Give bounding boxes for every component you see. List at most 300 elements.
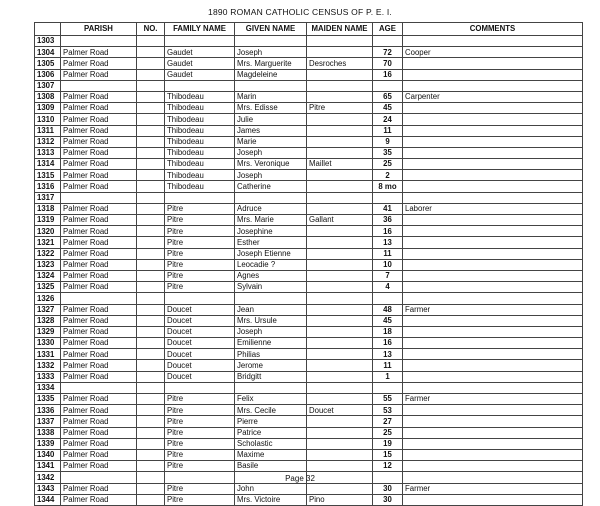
parish-cell: Palmer Road bbox=[61, 427, 137, 438]
given-name-cell: Jean bbox=[235, 304, 307, 315]
comments-cell bbox=[403, 494, 583, 505]
maiden-name-cell bbox=[307, 293, 373, 304]
given-name-cell: Bridgitt bbox=[235, 371, 307, 382]
age-cell: 2 bbox=[373, 170, 403, 181]
given-name-cell: Mrs. Ursule bbox=[235, 315, 307, 326]
no-cell bbox=[137, 304, 165, 315]
comments-cell bbox=[403, 80, 583, 91]
given-name-cell: Emilienne bbox=[235, 338, 307, 349]
family-name-cell: Pitre bbox=[165, 270, 235, 281]
family-name-cell bbox=[165, 293, 235, 304]
parish-cell: Palmer Road bbox=[61, 69, 137, 80]
table-row bbox=[35, 136, 583, 147]
given-name-cell: Joseph bbox=[235, 47, 307, 58]
no-cell bbox=[137, 326, 165, 337]
no-cell bbox=[137, 159, 165, 170]
family-name-cell: Pitre bbox=[165, 427, 235, 438]
given-name-cell: Catherine bbox=[235, 181, 307, 192]
no-cell bbox=[137, 394, 165, 405]
family-name-cell bbox=[165, 36, 235, 47]
no-cell bbox=[137, 483, 165, 494]
given-name-cell: Pierre bbox=[235, 416, 307, 427]
maiden-name-cell bbox=[307, 136, 373, 147]
given-name-cell: Maxime bbox=[235, 449, 307, 460]
maiden-name-cell bbox=[307, 248, 373, 259]
no-cell bbox=[137, 203, 165, 214]
family-name-cell bbox=[165, 192, 235, 203]
maiden-name-cell bbox=[307, 427, 373, 438]
age-cell: 70 bbox=[373, 58, 403, 69]
record-number-cell: 1331 bbox=[35, 349, 61, 360]
comments-cell bbox=[403, 114, 583, 125]
comments-cell bbox=[403, 371, 583, 382]
comments-cell bbox=[403, 170, 583, 181]
age-cell: 4 bbox=[373, 282, 403, 293]
no-cell bbox=[137, 427, 165, 438]
record-number-cell: 1336 bbox=[35, 405, 61, 416]
age-cell: 25 bbox=[373, 427, 403, 438]
parish-cell bbox=[61, 382, 137, 393]
parish-cell: Palmer Road bbox=[61, 259, 137, 270]
parish-cell: Palmer Road bbox=[61, 136, 137, 147]
no-cell bbox=[137, 315, 165, 326]
census-table bbox=[34, 22, 583, 506]
record-number-cell: 1327 bbox=[35, 304, 61, 315]
maiden-name-cell bbox=[307, 125, 373, 136]
no-cell bbox=[137, 438, 165, 449]
comments-column-header: COMMENTS bbox=[403, 23, 583, 36]
comments-cell bbox=[403, 461, 583, 472]
parish-cell: Palmer Road bbox=[61, 438, 137, 449]
family-name-cell: Doucet bbox=[165, 360, 235, 371]
age-cell: 72 bbox=[373, 47, 403, 58]
parish-cell: Palmer Road bbox=[61, 248, 137, 259]
comments-cell bbox=[403, 159, 583, 170]
record-number-cell: 1318 bbox=[35, 203, 61, 214]
table-row bbox=[35, 394, 583, 405]
age-cell: 19 bbox=[373, 438, 403, 449]
record-number-cell: 1339 bbox=[35, 438, 61, 449]
given-name-column-header: GIVEN NAME bbox=[235, 23, 307, 36]
parish-cell: Palmer Road bbox=[61, 91, 137, 102]
record-number-cell: 1309 bbox=[35, 103, 61, 114]
family-name-cell: Thibodeau bbox=[165, 159, 235, 170]
record-number-cell: 1333 bbox=[35, 371, 61, 382]
age-cell: 8 mo bbox=[373, 181, 403, 192]
parish-cell: Palmer Road bbox=[61, 326, 137, 337]
no-cell bbox=[137, 248, 165, 259]
maiden-name-cell: Maillet bbox=[307, 159, 373, 170]
comments-cell: Farmer bbox=[403, 483, 583, 494]
age-cell: 30 bbox=[373, 494, 403, 505]
age-cell: 53 bbox=[373, 405, 403, 416]
no-cell bbox=[137, 192, 165, 203]
family-name-cell: Pitre bbox=[165, 237, 235, 248]
no-cell bbox=[137, 58, 165, 69]
family-name-cell: Pitre bbox=[165, 483, 235, 494]
table-row bbox=[35, 91, 583, 102]
table-row bbox=[35, 203, 583, 214]
table-row bbox=[35, 293, 583, 304]
family-name-cell: Pitre bbox=[165, 449, 235, 460]
no-cell bbox=[137, 494, 165, 505]
no-cell bbox=[137, 215, 165, 226]
given-name-cell: Marie bbox=[235, 136, 307, 147]
record-number-cell: 1305 bbox=[35, 58, 61, 69]
comments-cell bbox=[403, 405, 583, 416]
no-cell bbox=[137, 36, 165, 47]
comments-cell bbox=[403, 449, 583, 460]
table-row bbox=[35, 427, 583, 438]
parish-cell: Palmer Road bbox=[61, 405, 137, 416]
family-name-cell: Pitre bbox=[165, 416, 235, 427]
record-number-cell: 1312 bbox=[35, 136, 61, 147]
table-row bbox=[35, 237, 583, 248]
parish-cell: Palmer Road bbox=[61, 461, 137, 472]
family-name-cell: Gaudet bbox=[165, 69, 235, 80]
age-cell: 35 bbox=[373, 147, 403, 158]
parish-cell: Palmer Road bbox=[61, 114, 137, 125]
record-number-cell: 1311 bbox=[35, 125, 61, 136]
age-cell: 25 bbox=[373, 159, 403, 170]
age-cell: 13 bbox=[373, 237, 403, 248]
maiden-name-cell bbox=[307, 80, 373, 91]
record-number-cell: 1304 bbox=[35, 47, 61, 58]
comments-cell: Laborer bbox=[403, 203, 583, 214]
no-cell bbox=[137, 416, 165, 427]
table-row bbox=[35, 405, 583, 416]
table-row bbox=[35, 226, 583, 237]
record-number-cell: 1303 bbox=[35, 36, 61, 47]
header-row bbox=[35, 23, 583, 36]
parish-cell: Palmer Road bbox=[61, 226, 137, 237]
no-cell bbox=[137, 91, 165, 102]
maiden-name-cell bbox=[307, 449, 373, 460]
parish-cell: Palmer Road bbox=[61, 494, 137, 505]
parish-cell: Palmer Road bbox=[61, 315, 137, 326]
given-name-cell: Mrs. Victoire bbox=[235, 494, 307, 505]
maiden-name-cell bbox=[307, 69, 373, 80]
age-cell bbox=[373, 382, 403, 393]
parish-cell: Palmer Road bbox=[61, 103, 137, 114]
table-row bbox=[35, 181, 583, 192]
maiden-name-cell bbox=[307, 382, 373, 393]
maiden-name-cell bbox=[307, 147, 373, 158]
maiden-name-cell bbox=[307, 326, 373, 337]
given-name-cell: Scholastic bbox=[235, 438, 307, 449]
maiden-name-cell: Desroches bbox=[307, 58, 373, 69]
record-number-cell: 1341 bbox=[35, 461, 61, 472]
comments-cell bbox=[403, 270, 583, 281]
record-number-cell: 1328 bbox=[35, 315, 61, 326]
comments-cell bbox=[403, 259, 583, 270]
age-cell: 65 bbox=[373, 91, 403, 102]
no-cell bbox=[137, 47, 165, 58]
maiden-name-cell bbox=[307, 371, 373, 382]
maiden-name-cell bbox=[307, 259, 373, 270]
record-number-cell: 1317 bbox=[35, 192, 61, 203]
maiden-name-cell: Gallant bbox=[307, 215, 373, 226]
record-number-cell: 1319 bbox=[35, 215, 61, 226]
record-number-cell: 1324 bbox=[35, 270, 61, 281]
record-number-cell: 1322 bbox=[35, 248, 61, 259]
given-name-cell: Joseph bbox=[235, 147, 307, 158]
age-cell: 16 bbox=[373, 226, 403, 237]
page-number: Page 32 bbox=[285, 474, 315, 483]
parish-cell: Palmer Road bbox=[61, 181, 137, 192]
family-name-cell: Thibodeau bbox=[165, 114, 235, 125]
table-row bbox=[35, 69, 583, 80]
no-cell bbox=[137, 103, 165, 114]
parish-cell: Palmer Road bbox=[61, 159, 137, 170]
age-cell: 18 bbox=[373, 326, 403, 337]
family-name-cell: Thibodeau bbox=[165, 147, 235, 158]
age-cell: 12 bbox=[373, 461, 403, 472]
no-cell bbox=[137, 360, 165, 371]
family-name-cell: Thibodeau bbox=[165, 103, 235, 114]
table-row bbox=[35, 80, 583, 91]
family-name-cell: Doucet bbox=[165, 304, 235, 315]
maiden-name-cell bbox=[307, 270, 373, 281]
comments-cell bbox=[403, 315, 583, 326]
parish-cell: Palmer Road bbox=[61, 47, 137, 58]
record-number-cell: 1313 bbox=[35, 147, 61, 158]
maiden-name-cell bbox=[307, 416, 373, 427]
given-name-cell: Mrs. Marguerite bbox=[235, 58, 307, 69]
table-row bbox=[35, 159, 583, 170]
comments-cell bbox=[403, 237, 583, 248]
maiden-name-cell bbox=[307, 438, 373, 449]
parish-cell: Palmer Road bbox=[61, 394, 137, 405]
family-name-cell bbox=[165, 382, 235, 393]
family-name-cell: Pitre bbox=[165, 259, 235, 270]
given-name-cell: Esther bbox=[235, 237, 307, 248]
maiden-name-cell bbox=[307, 170, 373, 181]
comments-cell bbox=[403, 248, 583, 259]
parish-cell bbox=[61, 80, 137, 91]
table-row bbox=[35, 170, 583, 181]
comments-cell bbox=[403, 125, 583, 136]
given-name-cell: Jerome bbox=[235, 360, 307, 371]
family-name-cell bbox=[165, 80, 235, 91]
parish-cell: Palmer Road bbox=[61, 360, 137, 371]
age-cell: 13 bbox=[373, 349, 403, 360]
maiden-name-cell: Pitre bbox=[307, 103, 373, 114]
maiden-name-cell bbox=[307, 282, 373, 293]
age-cell: 24 bbox=[373, 114, 403, 125]
age-cell: 9 bbox=[373, 136, 403, 147]
record-number-cell: 1325 bbox=[35, 282, 61, 293]
record-number-cell: 1342 bbox=[35, 472, 61, 483]
comments-cell bbox=[403, 192, 583, 203]
age-cell: 10 bbox=[373, 259, 403, 270]
record-number-cell: 1344 bbox=[35, 494, 61, 505]
age-cell: 1 bbox=[373, 371, 403, 382]
given-name-cell: Felix bbox=[235, 394, 307, 405]
comments-cell: Farmer bbox=[403, 304, 583, 315]
comments-cell bbox=[403, 58, 583, 69]
given-name-cell: James bbox=[235, 125, 307, 136]
age-cell: 30 bbox=[373, 483, 403, 494]
given-name-cell: Basile bbox=[235, 461, 307, 472]
table-row bbox=[35, 215, 583, 226]
table-row bbox=[35, 438, 583, 449]
parish-cell bbox=[61, 293, 137, 304]
comments-cell bbox=[403, 181, 583, 192]
age-column-header: AGE bbox=[373, 23, 403, 36]
family-name-cell: Thibodeau bbox=[165, 91, 235, 102]
family-name-cell: Pitre bbox=[165, 461, 235, 472]
age-cell: 55 bbox=[373, 394, 403, 405]
family-name-cell: Pitre bbox=[165, 494, 235, 505]
given-name-cell bbox=[235, 382, 307, 393]
maiden-name-cell bbox=[307, 394, 373, 405]
parish-cell: Palmer Road bbox=[61, 483, 137, 494]
record-number-cell: 1320 bbox=[35, 226, 61, 237]
no-cell bbox=[137, 237, 165, 248]
table-row bbox=[35, 36, 583, 47]
comments-cell bbox=[403, 282, 583, 293]
no-cell bbox=[137, 382, 165, 393]
family-name-cell: Gaudet bbox=[165, 47, 235, 58]
family-name-cell: Pitre bbox=[165, 394, 235, 405]
age-cell bbox=[373, 36, 403, 47]
given-name-cell: Mrs. Edisse bbox=[235, 103, 307, 114]
parish-cell: Palmer Road bbox=[61, 282, 137, 293]
parish-cell: Palmer Road bbox=[61, 203, 137, 214]
comments-cell bbox=[403, 416, 583, 427]
age-cell: 45 bbox=[373, 315, 403, 326]
parish-cell: Palmer Road bbox=[61, 215, 137, 226]
comments-cell bbox=[403, 136, 583, 147]
record-number-cell: 1326 bbox=[35, 293, 61, 304]
family-name-cell: Gaudet bbox=[165, 58, 235, 69]
parish-cell: Palmer Road bbox=[61, 125, 137, 136]
record-number-cell: 1315 bbox=[35, 170, 61, 181]
record-number-cell: 1334 bbox=[35, 382, 61, 393]
comments-cell bbox=[403, 360, 583, 371]
given-name-cell bbox=[235, 293, 307, 304]
age-cell: 11 bbox=[373, 125, 403, 136]
family-name-cell: Thibodeau bbox=[165, 170, 235, 181]
no-cell bbox=[137, 170, 165, 181]
age-cell bbox=[373, 80, 403, 91]
table-row bbox=[35, 248, 583, 259]
given-name-cell: Agnes bbox=[235, 270, 307, 281]
table-row bbox=[35, 125, 583, 136]
no-cell bbox=[137, 371, 165, 382]
table-row bbox=[35, 461, 583, 472]
record-number-cell: 1323 bbox=[35, 259, 61, 270]
parish-cell: Palmer Road bbox=[61, 58, 137, 69]
maiden-name-cell bbox=[307, 181, 373, 192]
parish-cell: Palmer Road bbox=[61, 449, 137, 460]
given-name-cell: Leocadie ? bbox=[235, 259, 307, 270]
family-name-cell: Doucet bbox=[165, 326, 235, 337]
table-row bbox=[35, 349, 583, 360]
given-name-cell bbox=[235, 192, 307, 203]
family-name-cell: Pitre bbox=[165, 226, 235, 237]
maiden-name-cell bbox=[307, 91, 373, 102]
parish-cell bbox=[61, 36, 137, 47]
age-cell: 11 bbox=[373, 360, 403, 371]
record-number-cell: 1343 bbox=[35, 483, 61, 494]
maiden-name-cell bbox=[307, 360, 373, 371]
given-name-cell: John bbox=[235, 483, 307, 494]
no-cell bbox=[137, 114, 165, 125]
table-row bbox=[35, 483, 583, 494]
table-row bbox=[35, 58, 583, 69]
comments-cell bbox=[403, 338, 583, 349]
maiden-name-cell bbox=[307, 47, 373, 58]
maiden-name-cell bbox=[307, 461, 373, 472]
given-name-cell: Mrs. Marie bbox=[235, 215, 307, 226]
comments-cell bbox=[403, 438, 583, 449]
comments-cell bbox=[403, 69, 583, 80]
record-number-cell: 1310 bbox=[35, 114, 61, 125]
document-title: 1890 ROMAN CATHOLIC CENSUS OF P. E. I. bbox=[208, 7, 392, 17]
no-cell bbox=[137, 338, 165, 349]
maiden-name-cell bbox=[307, 338, 373, 349]
maiden-name-cell bbox=[307, 192, 373, 203]
no-column-header: NO. bbox=[137, 23, 165, 36]
family-name-cell: Doucet bbox=[165, 315, 235, 326]
record-number-cell: 1307 bbox=[35, 80, 61, 91]
given-name-cell: Sylvain bbox=[235, 282, 307, 293]
table-row bbox=[35, 147, 583, 158]
table-row bbox=[35, 192, 583, 203]
census-body bbox=[35, 36, 583, 506]
comments-cell: Carpenter bbox=[403, 91, 583, 102]
family-name-cell: Pitre bbox=[165, 282, 235, 293]
table-row bbox=[35, 326, 583, 337]
age-cell: 16 bbox=[373, 69, 403, 80]
maiden-name-cell bbox=[307, 349, 373, 360]
family-name-cell: Pitre bbox=[165, 405, 235, 416]
record-number-cell: 1330 bbox=[35, 338, 61, 349]
table-row bbox=[35, 494, 583, 505]
record-number-cell: 1321 bbox=[35, 237, 61, 248]
parish-cell: Palmer Road bbox=[61, 270, 137, 281]
record-number-cell: 1340 bbox=[35, 449, 61, 460]
family-name-cell: Thibodeau bbox=[165, 181, 235, 192]
family-name-cell: Pitre bbox=[165, 203, 235, 214]
maiden-name-cell bbox=[307, 483, 373, 494]
table-row bbox=[35, 270, 583, 281]
no-cell bbox=[137, 226, 165, 237]
family-name-cell: Pitre bbox=[165, 215, 235, 226]
parish-cell: Palmer Road bbox=[61, 147, 137, 158]
comments-cell bbox=[403, 36, 583, 47]
table-row bbox=[35, 259, 583, 270]
age-cell: 7 bbox=[373, 270, 403, 281]
comments-cell bbox=[403, 226, 583, 237]
parish-column-header: PARISH bbox=[61, 23, 137, 36]
maiden-name-cell bbox=[307, 237, 373, 248]
record-number-cell: 1316 bbox=[35, 181, 61, 192]
no-cell bbox=[137, 405, 165, 416]
given-name-cell: Joseph bbox=[235, 326, 307, 337]
given-name-cell: Magdeleine bbox=[235, 69, 307, 80]
no-cell bbox=[137, 449, 165, 460]
table-row bbox=[35, 382, 583, 393]
record-number-cell: 1308 bbox=[35, 91, 61, 102]
family-name-cell: Doucet bbox=[165, 371, 235, 382]
no-cell bbox=[137, 282, 165, 293]
no-cell bbox=[137, 270, 165, 281]
age-cell: 48 bbox=[373, 304, 403, 315]
parish-cell: Palmer Road bbox=[61, 371, 137, 382]
